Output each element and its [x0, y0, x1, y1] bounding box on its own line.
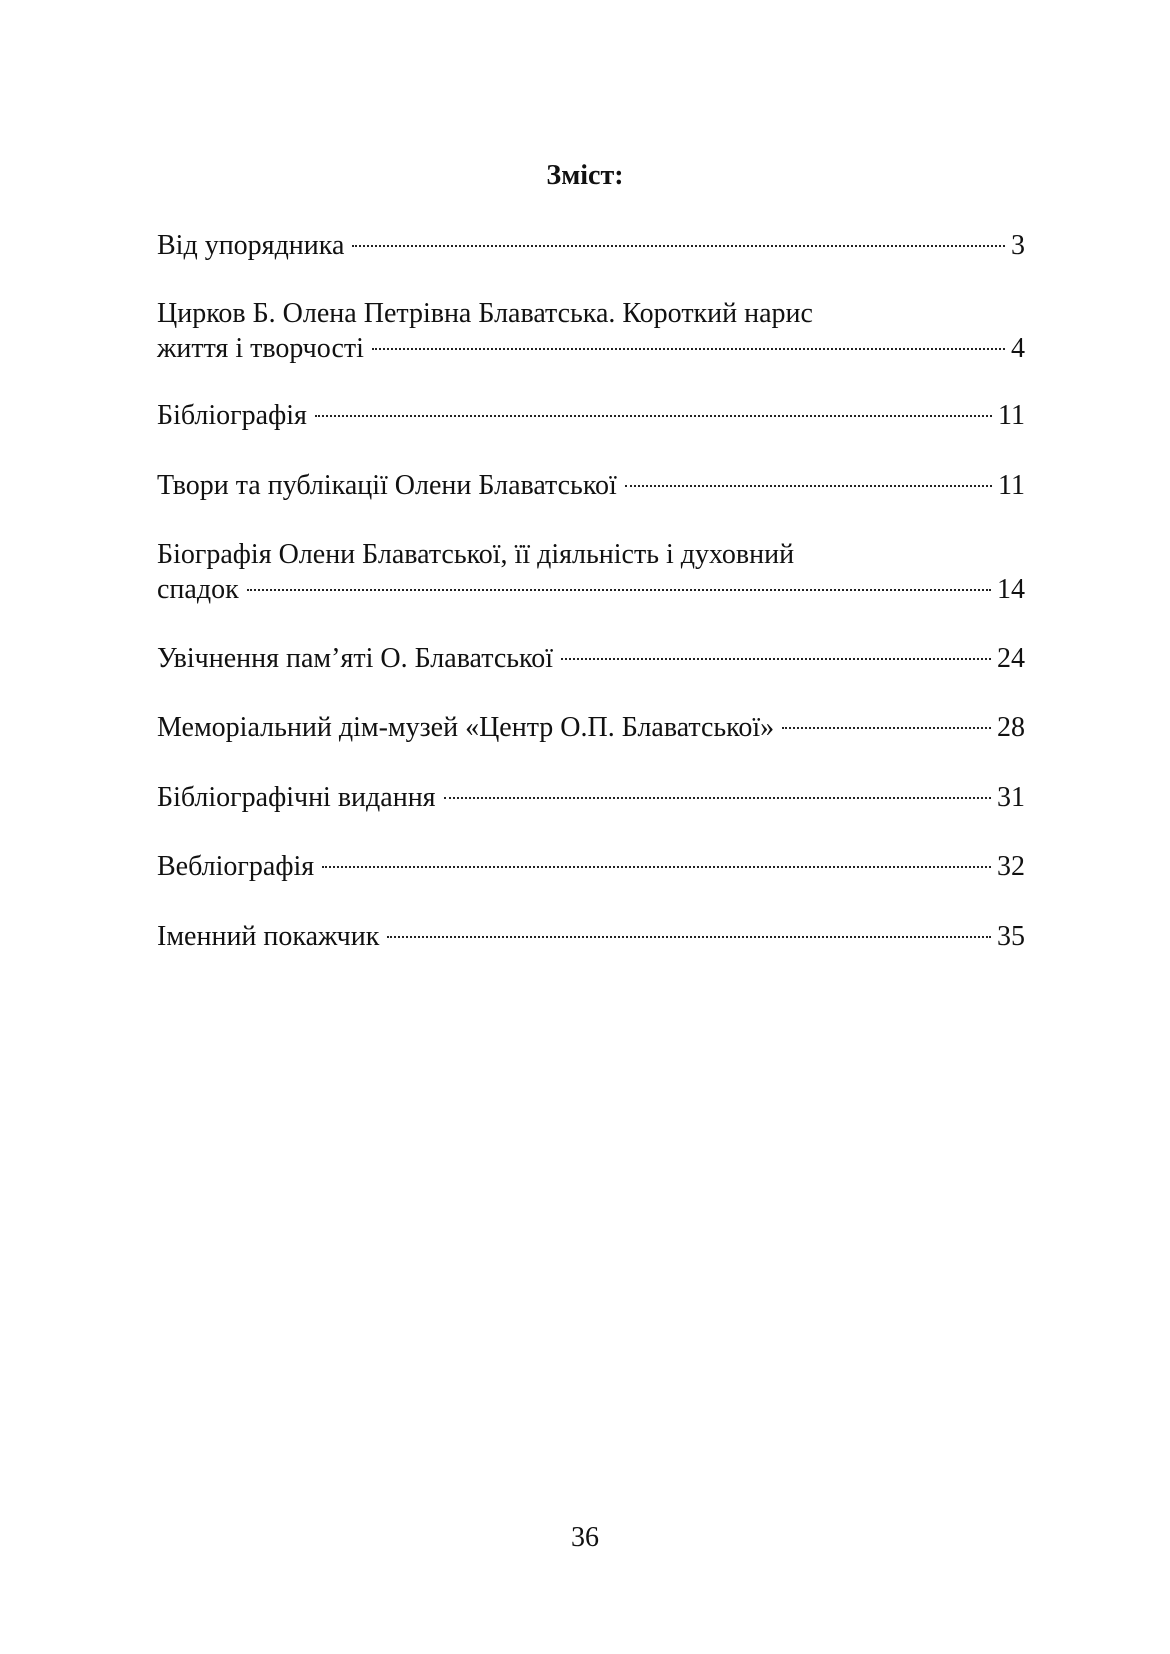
toc-entry-label: Увічнення пам’яті О. Блаватської: [157, 643, 553, 674]
toc-entry-label-line1: Біографія Олени Блаватської, її діяльність і духовний: [157, 539, 795, 570]
toc-entry-page: 32: [997, 851, 1025, 882]
toc-entry-label: Твори та публікації Олени Блаватської: [157, 470, 617, 501]
dot-leader: [247, 589, 991, 591]
toc-entry[interactable]: [157, 710, 1025, 745]
toc-entry-page: 11: [998, 400, 1025, 431]
toc-entry-label: спадок: [157, 574, 239, 605]
dot-leader: [372, 348, 1005, 350]
toc-entry-label: життя і творчості: [157, 333, 364, 364]
toc-entry[interactable]: [157, 780, 1025, 815]
dot-leader: [315, 415, 992, 417]
toc-entry[interactable]: [157, 228, 1025, 263]
toc-entry-label: Вебліографія: [157, 851, 315, 882]
toc-entry-label: Меморіальний дім-музей «Центр О.П. Блаватської»: [157, 712, 775, 743]
toc-entry-label-line1: Цирков Б. Олена Петрівна Блаватська. Короткий нарис: [157, 298, 813, 329]
toc-entry-label: Бібліографія: [157, 400, 307, 431]
dot-leader: [561, 658, 991, 660]
toc-entry-label: Від упорядника: [157, 230, 345, 261]
toc-entry-label: Бібліографічні видання: [157, 782, 436, 813]
dot-leader: [782, 727, 991, 729]
toc-entry[interactable]: [157, 537, 1025, 607]
dot-leader: [625, 485, 992, 487]
toc-entry-page: 4: [1011, 333, 1025, 364]
toc-entry-page: 11: [998, 470, 1025, 501]
toc-entry[interactable]: [157, 296, 1025, 366]
toc-entry-page: 3: [1011, 230, 1025, 261]
dot-leader: [322, 866, 991, 868]
toc-entry[interactable]: [157, 849, 1025, 884]
toc-entry[interactable]: [157, 641, 1025, 676]
toc-entry-page: 28: [997, 712, 1025, 743]
toc-entry[interactable]: [157, 398, 1025, 433]
toc-entry-page: 24: [997, 643, 1025, 674]
toc-entry[interactable]: [157, 919, 1025, 954]
dot-leader: [444, 797, 991, 799]
toc-title: Зміст:: [546, 160, 624, 191]
page-number: 36: [571, 1522, 599, 1553]
dot-leader: [352, 245, 1005, 247]
dot-leader: [387, 936, 991, 938]
toc-entry-page: 14: [997, 574, 1025, 605]
toc-entry-page: 31: [997, 782, 1025, 813]
toc-entry-label: Іменний покажчик: [157, 921, 380, 952]
toc-entry[interactable]: [157, 468, 1025, 503]
toc-entry-page: 35: [997, 921, 1025, 952]
